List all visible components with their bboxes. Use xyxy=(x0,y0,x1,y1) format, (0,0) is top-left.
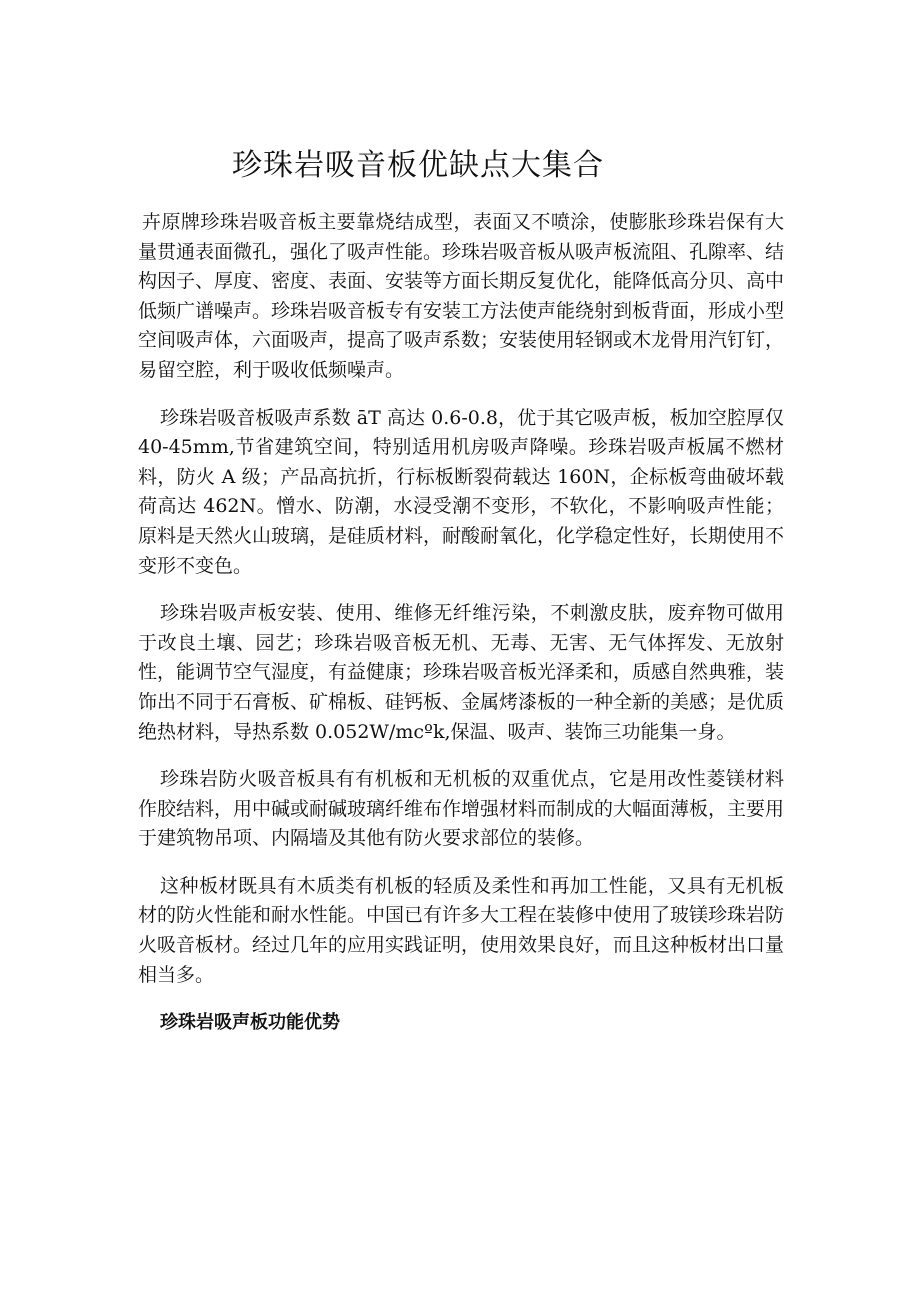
paragraph-fireproof-board: 珍珠岩防火吸音板具有有机板和无机板的双重优点，它是用改性菱镁材料作胶结料，用中碱或耐碱玻璃纤维布作增强材料而制成的大幅面薄板，主要用于建筑物吊项、内隔墙及其他有防火要求部位的装修。 xyxy=(138,768,785,850)
section-heading-advantages: 珍珠岩吸声板功能优势 xyxy=(160,1012,340,1034)
paragraph-intro: 卉原牌珍珠岩吸音板主要靠烧结成型，表面又不喷涂，使膨胀珍珠岩保有大量贯通表面微孔，强化了吸声性能。珍珠岩吸音板从吸声板流阻、孔隙率、结构因子、厚度、密度、表面、安装等方面长期反复优化，能降低高分贝、高中低频广谱噪声。珍珠岩吸音板专有安装工方法使声能绕射到板背面，形成小型空间吸声体，六面吸声，提高了吸声系数；安装使用轻钢或木龙骨用汽钉钉，易留空腔，利于吸收低频噪声。 xyxy=(138,211,785,381)
paragraph-application: 这种板材既具有木质类有机板的轻质及柔性和再加工性能，又具有无机板材的防火性能和耐水性能。中国已有许多大工程在装修中使用了玻镁珍珠岩防火吸音板材。经过几年的应用实践证明，使用效果良好，而且这种板材出口量相当多。 xyxy=(138,874,785,986)
paragraph-health-aesthetics: 珍珠岩吸声板安装、使用、维修无纤维污染，不刺激皮肤，废弃物可做用于改良土壤、园艺；珍珠岩吸音板无机、无毒、无害、无气体挥发、无放射性，能调节空气湿度，有益健康；珍珠岩吸音板光泽柔和，质感自然典雅，装饰出不同于石膏板、矿棉板、硅钙板、金属烤漆板的一种全新的美感；是优质绝热材料，导热系数 0.052W/mcºk,保温、吸声、装饰三功能集一身。 xyxy=(138,602,785,743)
document-title: 珍珠岩吸音板优缺点大集合 xyxy=(232,148,604,183)
paragraph-absorption-fire-rating: 珍珠岩吸音板吸声系数 āT 高达 0.6-0.8，优于其它吸声板，板加空腔厚仅 40-45mm,节省建筑空间，特别适用机房吸声降噪。珍珠岩吸声板属不燃材料，防火 A 级；产品高抗折，行标板断裂荷载达 160N，企标板弯曲破坏载荷高达 462N。憎水、防潮，水浸受潮不变形，不软化，不影响吸声性能；原料是天然火山玻璃，是硅质材料，耐酸耐氧化，化学稳定性好，长期使用不变形不变色。 xyxy=(138,406,785,577)
document-body xyxy=(138,208,784,1037)
